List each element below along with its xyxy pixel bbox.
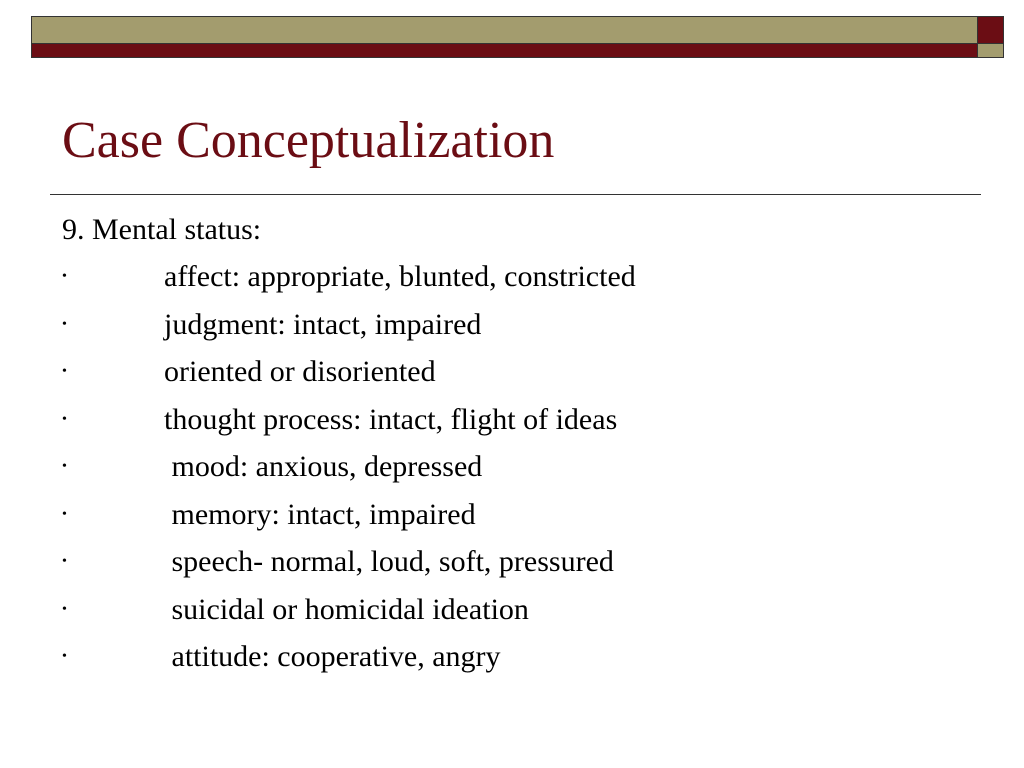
header-bar-maroon [31,43,978,58]
bullet-icon: • [62,649,67,664]
list-item [62,301,982,349]
list-item-text: suicidal or homicidal ideation [164,592,529,626]
corner-square-olive [977,43,1004,58]
header-bar-olive [31,16,978,44]
list-item-text: attitude: cooperative, angry [164,640,501,673]
bullet-icon: • [62,601,67,617]
list-item [62,253,982,301]
title-divider [50,194,981,195]
list-item-text: affect: appropriate, blunted, constricted [164,260,636,293]
list-item [62,538,982,586]
list-item [62,491,982,539]
list-item [62,348,982,396]
bullet-list [62,253,982,681]
bullet-icon: • [62,411,67,427]
list-item-text: memory: intact, impaired [164,497,476,531]
list-item [62,396,982,444]
bullet-icon: • [62,506,67,522]
list-item-text: oriented or disoriented [164,355,436,388]
slide-title: Case Conceptualization [62,112,555,169]
bullet-icon: • [62,459,67,474]
list-item [62,586,982,634]
bullet-icon: • [62,316,67,332]
list-item-text: speech- normal, loud, soft, pressured [164,545,614,578]
list-item-text: judgment: intact, impaired [164,307,482,341]
list-item [62,443,982,491]
bullet-icon: • [62,554,67,569]
list-item-text: mood: anxious, depressed [164,450,483,483]
corner-square-maroon [977,16,1004,44]
section-heading: 9. Mental status: [62,213,262,246]
bullet-icon: • [62,364,67,379]
list-item [62,633,982,681]
bullet-icon: • [62,269,67,284]
slide-body [62,206,982,681]
list-item-text: thought process: intact, flight of ideas [164,402,618,436]
